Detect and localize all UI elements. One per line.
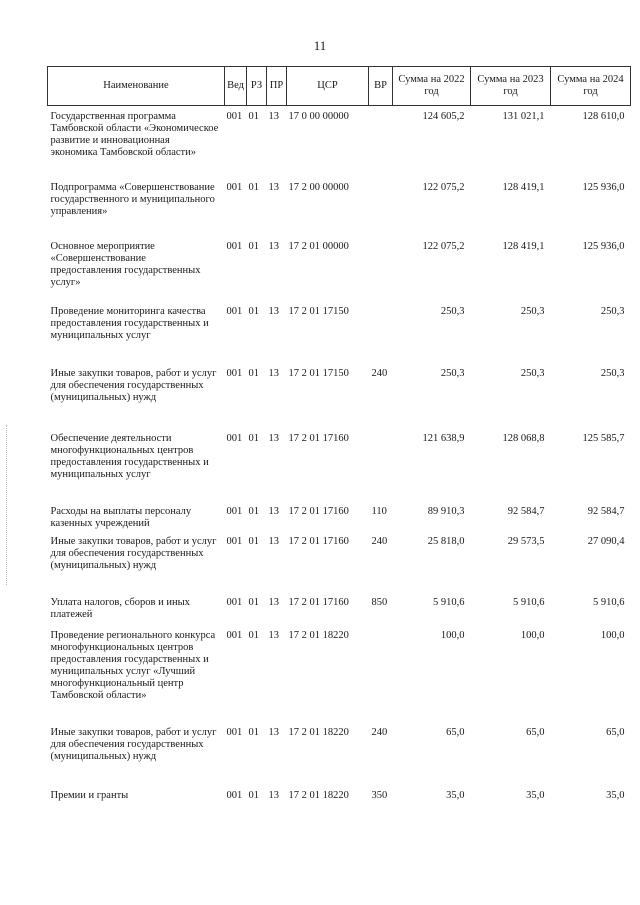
row-csr: 17 2 01 17150 — [288, 368, 349, 379]
row-sum-2023: 65,0 — [526, 727, 545, 738]
row-ved: 001 — [226, 433, 243, 444]
row-rz: 01 — [248, 111, 259, 122]
row-vr: 110 — [371, 506, 387, 517]
row-name: Подпрограмма «Совершенствование государственного и муниципального управления» — [50, 182, 215, 217]
row-csr: 17 2 01 17160 — [288, 506, 349, 517]
table-row — [48, 106, 631, 178]
header-csr: ЦСР — [287, 67, 369, 106]
row-sum-2022: 89 910,3 — [427, 506, 465, 517]
row-name: Иные закупки товаров, работ и услуг для обеспечения государственных (муниципальных) нужд — [50, 536, 217, 571]
row-sum-2024: 65,0 — [606, 727, 625, 738]
row-rz: 01 — [248, 306, 259, 317]
row-sum-2023: 128 419,1 — [502, 182, 545, 193]
table-row — [48, 428, 631, 501]
row-ved: 001 — [226, 597, 243, 608]
row-csr: 17 2 01 17150 — [288, 306, 349, 317]
table-row — [48, 592, 631, 625]
row-csr: 17 0 00 00000 — [288, 111, 349, 122]
row-csr: 17 2 00 00000 — [288, 182, 349, 193]
row-pr: 13 — [268, 111, 279, 122]
row-name: Премии и гранты — [50, 790, 129, 801]
row-vr — [369, 428, 393, 501]
row-rz: 01 — [248, 727, 259, 738]
table-row — [48, 363, 631, 428]
row-ved: 001 — [226, 368, 243, 379]
header-ved: Вед — [225, 67, 247, 106]
row-vr: 240 — [371, 368, 388, 379]
header-sum-2023: Сумма на 2023 год — [471, 67, 551, 106]
row-pr: 13 — [268, 536, 279, 547]
row-vr — [369, 177, 393, 236]
row-sum-2022: 122 075,2 — [422, 241, 465, 252]
row-name: Проведение мониторинга качества предоставления государственных и муниципальных услуг — [50, 306, 209, 341]
row-sum-2022: 121 638,9 — [422, 433, 465, 444]
row-ved: 001 — [226, 630, 243, 641]
row-vr: 240 — [371, 536, 388, 547]
row-ved: 001 — [226, 506, 243, 517]
row-ved: 001 — [226, 790, 243, 801]
row-sum-2024: 125 936,0 — [582, 241, 625, 252]
row-ved: 001 — [226, 536, 243, 547]
row-pr: 13 — [268, 368, 279, 379]
row-sum-2024: 125 936,0 — [582, 182, 625, 193]
row-vr: 240 — [371, 727, 388, 738]
row-sum-2022: 250,3 — [440, 306, 465, 317]
row-sum-2024: 5 910,6 — [593, 597, 625, 608]
row-name: Государственная программа Тамбовской области «Экономическое развитие и инновационная экономика Тамбовской области» — [50, 111, 219, 158]
row-rz: 01 — [248, 597, 259, 608]
row-ved: 001 — [226, 306, 243, 317]
row-sum-2023: 100,0 — [520, 630, 545, 641]
row-sum-2022: 100,0 — [440, 630, 465, 641]
budget-table — [47, 66, 631, 810]
row-name: Обеспечение деятельности многофункциональных центров предоставления государственных и муниципальных услуг — [50, 433, 209, 480]
row-sum-2024: 27 090,4 — [587, 536, 625, 547]
row-name: Расходы на выплаты персоналу казенных учреждений — [50, 506, 192, 529]
header-pr: ПР — [267, 67, 287, 106]
row-rz: 01 — [248, 506, 259, 517]
row-sum-2024: 128 610,0 — [582, 111, 625, 122]
table-row — [48, 531, 631, 592]
row-sum-2022: 65,0 — [446, 727, 465, 738]
row-csr: 17 2 01 00000 — [288, 241, 349, 252]
row-name: Основное мероприятие «Совершенствование предоставления государственных услуг» — [50, 241, 201, 288]
row-sum-2024: 250,3 — [600, 306, 625, 317]
row-vr: 350 — [371, 790, 388, 801]
row-rz: 01 — [248, 536, 259, 547]
row-pr: 13 — [268, 433, 279, 444]
table-header-row — [48, 67, 631, 106]
row-sum-2022: 124 605,2 — [422, 111, 465, 122]
table-row — [48, 501, 631, 531]
scan-margin-marks — [6, 425, 9, 585]
row-sum-2023: 128 419,1 — [502, 241, 545, 252]
row-sum-2022: 25 818,0 — [427, 536, 465, 547]
row-sum-2022: 5 910,6 — [433, 597, 465, 608]
row-sum-2022: 250,3 — [440, 368, 465, 379]
row-pr: 13 — [268, 630, 279, 641]
header-rz: РЗ — [247, 67, 267, 106]
header-vr: ВР — [369, 67, 393, 106]
row-ved: 001 — [226, 182, 243, 193]
row-sum-2023: 92 584,7 — [507, 506, 545, 517]
row-csr: 17 2 01 17160 — [288, 536, 349, 547]
row-ved: 001 — [226, 111, 243, 122]
row-rz: 01 — [248, 630, 259, 641]
table-row — [48, 236, 631, 301]
row-sum-2023: 5 910,6 — [513, 597, 545, 608]
row-pr: 13 — [268, 506, 279, 517]
row-sum-2024: 100,0 — [600, 630, 625, 641]
row-name: Иные закупки товаров, работ и услуг для обеспечения государственных (муниципальных) нужд — [50, 368, 217, 403]
row-vr: 850 — [371, 597, 388, 608]
row-name: Проведение регионального конкурса многофункциональных центров предоставления государственных и муниципальных услуг «Лучший многофункциональный центр Тамбовской области» — [50, 630, 216, 701]
row-name: Уплата налогов, сборов и иных платежей — [50, 597, 190, 620]
row-rz: 01 — [248, 433, 259, 444]
row-csr: 17 2 01 17160 — [288, 433, 349, 444]
row-sum-2023: 29 573,5 — [507, 536, 545, 547]
row-csr: 17 2 01 18220 — [288, 790, 349, 801]
row-pr: 13 — [268, 182, 279, 193]
table-row — [48, 177, 631, 236]
row-sum-2023: 128 068,8 — [502, 433, 545, 444]
row-sum-2023: 250,3 — [520, 306, 545, 317]
row-csr: 17 2 01 18220 — [288, 630, 349, 641]
table-row — [48, 785, 631, 810]
row-rz: 01 — [248, 368, 259, 379]
row-sum-2023: 35,0 — [526, 790, 545, 801]
row-sum-2024: 125 585,7 — [582, 433, 625, 444]
row-vr — [369, 625, 393, 722]
table-row — [48, 301, 631, 363]
row-pr: 13 — [268, 597, 279, 608]
header-name: Наименование — [48, 67, 225, 106]
row-vr — [369, 301, 393, 363]
row-rz: 01 — [248, 790, 259, 801]
row-sum-2023: 131 021,1 — [502, 111, 545, 122]
table-row — [48, 722, 631, 785]
row-vr — [369, 106, 393, 178]
row-pr: 13 — [268, 790, 279, 801]
row-sum-2023: 250,3 — [520, 368, 545, 379]
row-name: Иные закупки товаров, работ и услуг для обеспечения государственных (муниципальных) нужд — [50, 727, 217, 762]
row-sum-2024: 92 584,7 — [587, 506, 625, 517]
page-number: 11 — [313, 38, 327, 53]
row-sum-2022: 122 075,2 — [422, 182, 465, 193]
header-sum-2024: Сумма на 2024 год — [551, 67, 631, 106]
row-pr: 13 — [268, 241, 279, 252]
header-sum-2022: Сумма на 2022 год — [393, 67, 471, 106]
row-sum-2024: 250,3 — [600, 368, 625, 379]
table-row — [48, 625, 631, 722]
row-pr: 13 — [268, 727, 279, 738]
row-sum-2022: 35,0 — [446, 790, 465, 801]
row-csr: 17 2 01 18220 — [288, 727, 349, 738]
row-rz: 01 — [248, 241, 259, 252]
row-csr: 17 2 01 17160 — [288, 597, 349, 608]
row-pr: 13 — [268, 306, 279, 317]
row-ved: 001 — [226, 727, 243, 738]
row-vr — [369, 236, 393, 301]
row-sum-2024: 35,0 — [606, 790, 625, 801]
row-ved: 001 — [226, 241, 243, 252]
row-rz: 01 — [248, 182, 259, 193]
